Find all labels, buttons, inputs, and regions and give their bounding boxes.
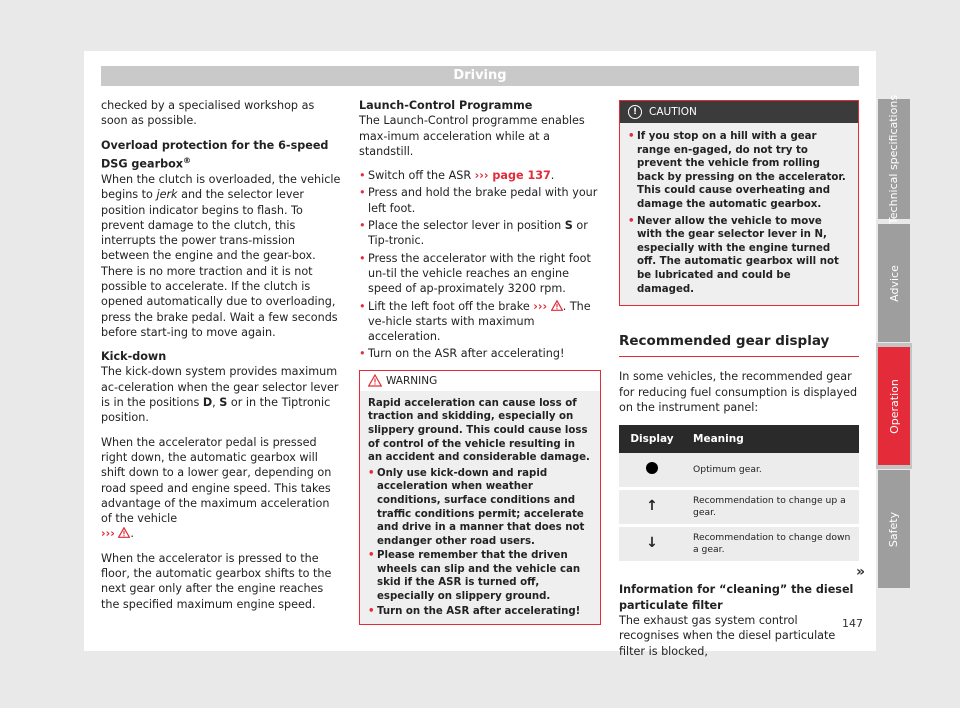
table-cell: Recommendation to change down a gear. bbox=[685, 526, 859, 563]
caution-item: • Never allow the vehicle to move with the gear selector lever in N, especially with the engine turned off. The automatic gearbox will not be lubricated and could be damaged. bbox=[628, 215, 850, 297]
page-number: 147 bbox=[842, 617, 863, 630]
tab-operation[interactable]: Operation bbox=[878, 347, 910, 465]
caution-box bbox=[619, 100, 859, 306]
heading-overload: Overload protection for the 6-speed DSG gearbox® bbox=[101, 138, 329, 171]
paragraph-kickdown: The kick-down system provides maximum ac-celeration when the gear selector lever is in the positions D, S or in the Tiptronic position. bbox=[101, 365, 339, 425]
tab-advice[interactable]: Advice bbox=[878, 224, 910, 342]
column-1 bbox=[101, 98, 343, 621]
warning-item: • Turn on the ASR after accelerating! bbox=[368, 605, 592, 619]
paragraph-floor: When the accelerator is pressed to the floor, the automatic gearbox shifts to the next gear only after the engine reaches the specified maximum engine speed. bbox=[101, 551, 332, 611]
gear-display-table bbox=[619, 425, 859, 564]
warning-body bbox=[360, 391, 600, 625]
column-header-meaning: Meaning bbox=[685, 425, 859, 453]
heading-launch-control: Launch-Control Programme bbox=[359, 99, 533, 112]
cross-reference-link[interactable]: ››› bbox=[533, 299, 548, 313]
table-header-row bbox=[619, 425, 859, 453]
list-item: • Place the selector lever in position S or Tip-tronic. bbox=[359, 218, 601, 249]
arrow-down-icon: ↓ bbox=[646, 535, 658, 552]
list-item: • Press the accelerator with the right foot un-til the vehicle reaches an engine speed of ap-proximately 3200 rpm. bbox=[359, 251, 601, 297]
paragraph-overload: When the clutch is overloaded, the vehicle begins to jerk and the selector lever position indicator begins to flash. To prevent damage to the clutch, this interrupts the power trans-mission between the engine and the gear-box. There is no more traction and it is not possible to accelerate. If the clutch is opened automatically due to overloading, press the brake pedal. Wait a few seconds before start-ing to move again. bbox=[101, 172, 341, 339]
warning-item: • Please remember that the driven wheels can slip and the vehicle can skid if the ASR is turned off, especially on slippery ground. bbox=[368, 549, 592, 603]
table-row bbox=[619, 526, 859, 563]
caution-header bbox=[620, 101, 858, 123]
caution-title: CAUTION bbox=[649, 106, 697, 118]
list-item: • Press and hold the brake pedal with your left foot. bbox=[359, 185, 601, 216]
section-title: Recommended gear display bbox=[619, 334, 859, 357]
list-item: • Turn on the ASR after accelerating! bbox=[359, 346, 601, 361]
table-cell: Recommendation to change up a gear. bbox=[685, 489, 859, 526]
warning-item: • Only use kick-down and rapid acceleration when weather conditions, surface conditions and traffic conditions permit; accelerate and drive in a manner that does not endanger other road users. bbox=[368, 467, 592, 549]
column-2 bbox=[359, 98, 601, 625]
warning-box bbox=[359, 370, 601, 626]
column-3 bbox=[619, 100, 859, 668]
table-row bbox=[619, 453, 859, 489]
paragraph: In some vehicles, the recommended gear for reducing fuel consumption is displayed on the instrument panel: bbox=[619, 370, 858, 415]
caution-body bbox=[620, 123, 858, 305]
tab-safety[interactable]: Safety bbox=[878, 470, 910, 588]
paragraph-dpf: The exhaust gas system control recognises when the diesel particulate filter is blocked, bbox=[619, 613, 836, 658]
paragraph: checked by a specialised workshop as soon as possible. bbox=[101, 99, 315, 128]
list-item: • Lift the left foot off the brake ››› . The ve-hicle starts with maximum acceleration. bbox=[359, 299, 601, 345]
paragraph: The Launch-Control programme enables max-imum acceleration while at a standstill. bbox=[359, 114, 585, 158]
list-item: • Switch off the ASR ››› page 137. bbox=[359, 168, 601, 183]
heading-kickdown: Kick-down bbox=[101, 350, 167, 364]
warning-header bbox=[360, 371, 600, 391]
warning-title: WARNING bbox=[386, 374, 438, 387]
warning-icon bbox=[551, 300, 563, 311]
caution-icon: ! bbox=[628, 105, 642, 119]
page-link[interactable]: ››› page 137 bbox=[474, 169, 551, 183]
continued-marker: » bbox=[856, 564, 866, 580]
heading-dpf: Information for “cleaning” the diesel particulate filter bbox=[619, 583, 854, 612]
cross-reference-link[interactable]: ››› bbox=[101, 527, 115, 541]
arrow-up-icon: ↑ bbox=[646, 498, 658, 515]
caution-item: • If you stop on a hill with a gear range en-gaged, do not try to prevent the vehicle from rolling back by pressing on the accelerator. This could cause overheating and damage the automatic gearbox. bbox=[628, 130, 850, 212]
warning-text: Rapid acceleration can cause loss of traction and skidding, especially on slippery ground. This could cause loss of control of the vehicle resulting in an accident and considerable damage. bbox=[368, 397, 590, 464]
warning-icon bbox=[368, 374, 382, 387]
paragraph-accelerator: When the accelerator pedal is pressed right down, the automatic gearbox will shift down to a lower gear, depending on road speed and engine speed. This takes advantage of the maximum acceleration of the vehicle ››› . bbox=[101, 435, 332, 541]
tab-technical-specifications[interactable]: Technical specifications bbox=[878, 99, 910, 219]
warning-icon bbox=[118, 527, 130, 538]
table-cell: Optimum gear. bbox=[685, 453, 859, 489]
dot-icon bbox=[646, 462, 658, 474]
table-row bbox=[619, 489, 859, 526]
page-header: Driving bbox=[101, 66, 859, 86]
column-header-display: Display bbox=[619, 425, 685, 453]
